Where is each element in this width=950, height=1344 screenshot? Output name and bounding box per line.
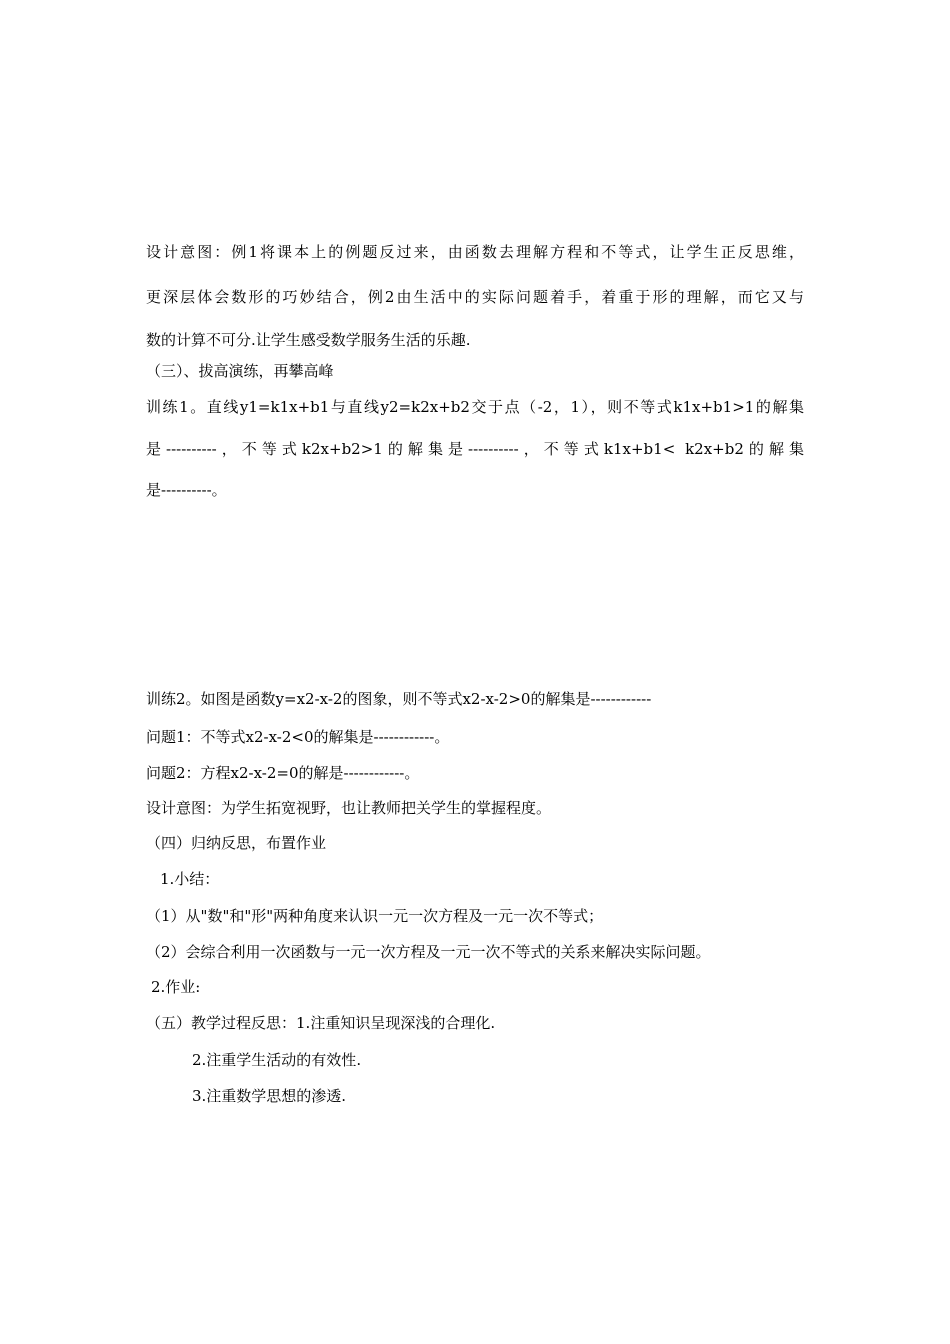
section3-heading: （三）、拔高演练，再攀高峰: [146, 362, 334, 380]
summary-item-2: （2）会综合利用一次函数与一元一次方程及一元一次不等式的关系来解决实际问题。: [146, 943, 711, 961]
section5-line: （五）教学过程反思：1.注重知识呈现深浅的合理化.: [146, 1014, 496, 1032]
section4-heading: （四）归纳反思，布置作业: [146, 834, 327, 852]
question2-line: 问题2：方程x2-x-2=0的解是------------。: [146, 764, 420, 782]
reflection-item-2: 2.注重学生活动的有效性.: [192, 1051, 362, 1069]
homework-label: 2.作业:: [151, 978, 201, 996]
training1-line-1: 训练1。直线y1=k1x+b1与直线y2=k2x+b2交于点（-2，1），则不等式k1x+b1>1的解集: [146, 398, 804, 416]
training1-line-2: 是----------，不等式k2x+b2>1的解集是----------，不等式k1x+b1< k2x+b2的解集: [146, 440, 804, 458]
training1-line-3: 是----------。: [146, 481, 227, 499]
design-intent-line-3: 数的计算不可分.让学生感受数学服务生活的乐趣.: [146, 331, 471, 349]
training2-line: 训练2。如图是函数y=x2-x-2的图象，则不等式x2-x-2>0的解集是------------: [146, 690, 652, 708]
reflection-item-3: 3.注重数学思想的渗透.: [192, 1087, 347, 1105]
question1-line: 问题1：不等式x2-x-2<0的解集是------------。: [146, 728, 450, 746]
summary-label: 1.小结：: [160, 870, 220, 888]
design-intent-line-2: 更深层体会数形的巧妙结合，例2由生活中的实际问题着手，着重于形的理解，而它又与: [146, 288, 804, 306]
design-intent-line-1: 设计意图：例1将课本上的例题反过来，由函数去理解方程和不等式，让学生正反思维，: [146, 243, 804, 261]
summary-item-1: （1）从"数"和"形"两种角度来认识一元一次方程及一元一次不等式；: [146, 907, 604, 925]
design-intent2-line: 设计意图：为学生拓宽视野，也让教师把关学生的掌握程度。: [146, 799, 552, 817]
